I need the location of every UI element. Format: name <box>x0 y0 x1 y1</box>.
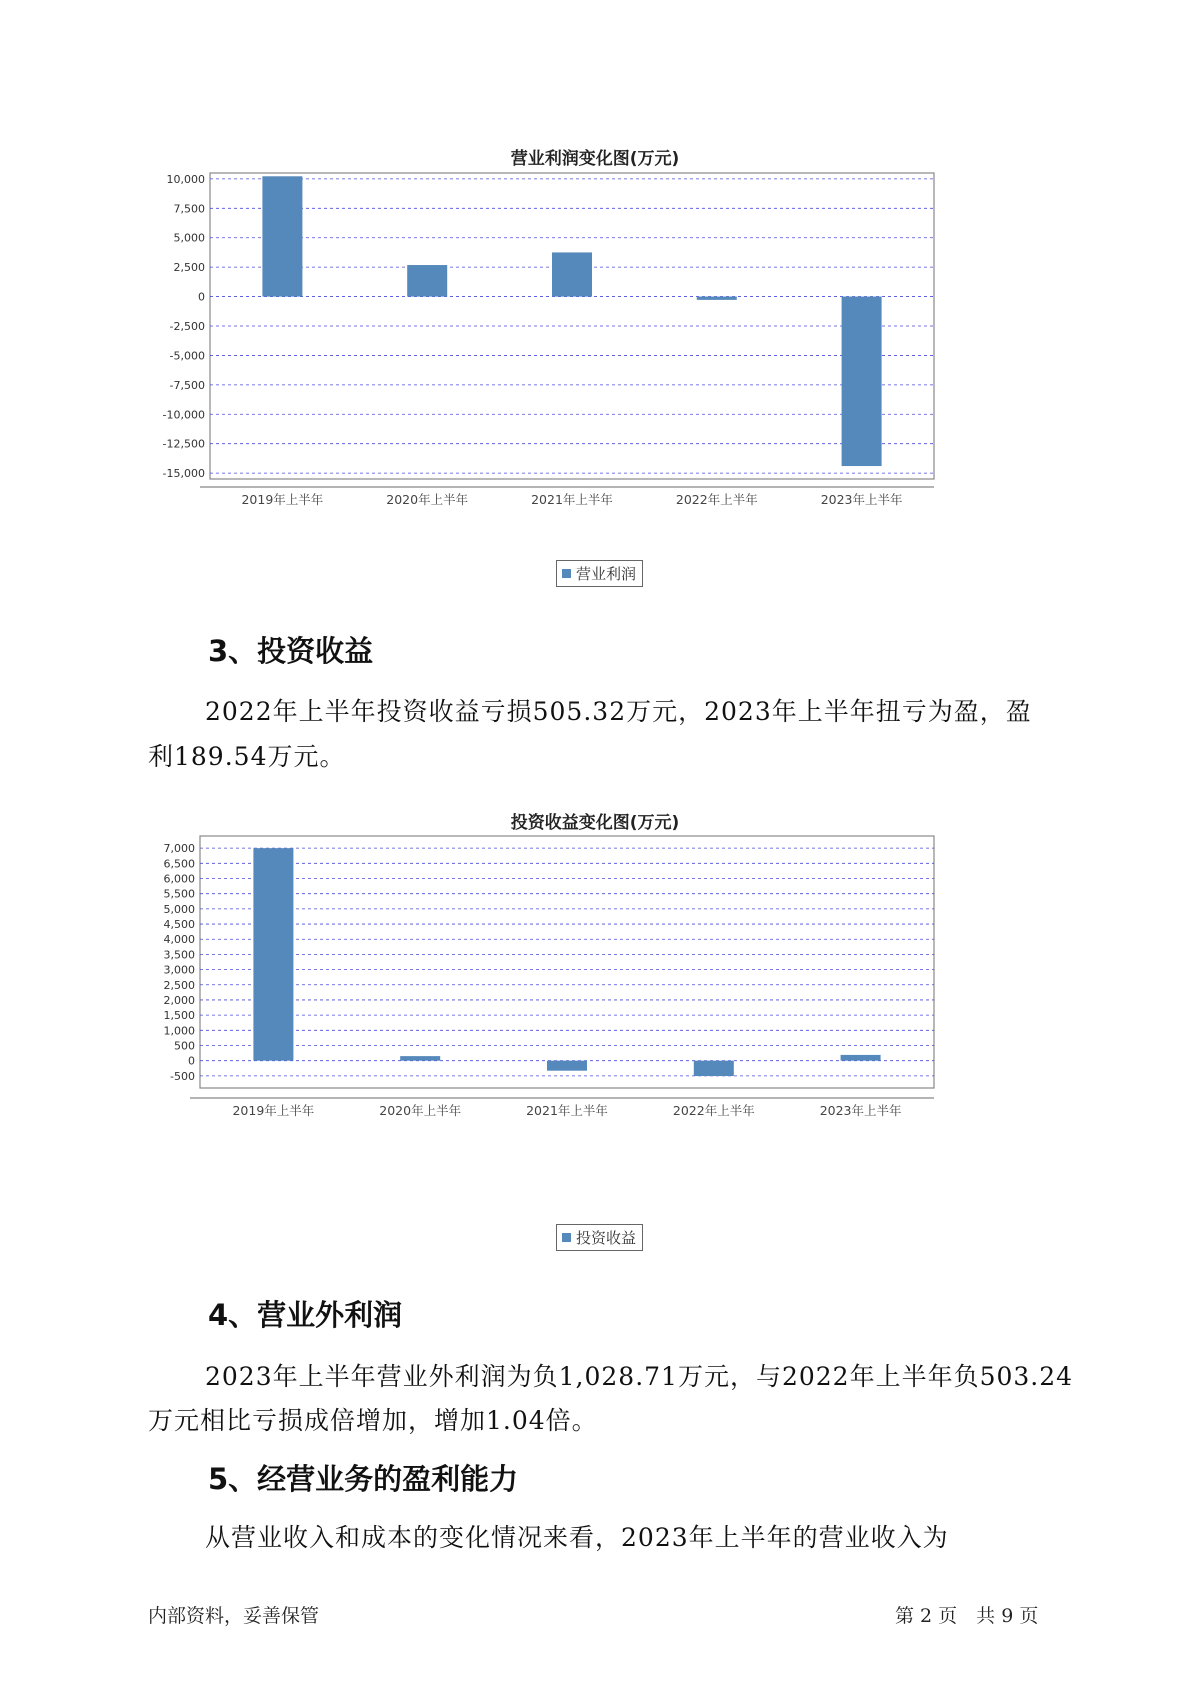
chart2-legend-swatch <box>562 1233 571 1242</box>
chart1-ytick-label: -15,000 <box>162 467 205 481</box>
section-4-line-1: 2023年上半年营业外利润为负1,028.71万元，与2022年上半年负503.24 <box>205 1362 1074 1391</box>
section-heading-3: 3、投资收益 <box>208 634 374 668</box>
chart2-xtick-label: 2021年上半年 <box>526 1103 608 1118</box>
chart2-bar <box>400 1056 440 1061</box>
chart1-legend <box>556 560 643 587</box>
chart1-ytick-label: 2,500 <box>173 261 205 275</box>
chart2-ytick-label: 1,500 <box>163 1009 195 1023</box>
section-5-line-1: 从营业收入和成本的变化情况来看，2023年上半年的营业收入为 <box>205 1523 949 1552</box>
chart2-title: 投资收益变化图(万元) <box>510 813 680 833</box>
chart1-ytick-label: -5,000 <box>169 349 205 363</box>
chart2-ytick-label: 4,000 <box>163 933 195 947</box>
chart1-ytick-label: 0 <box>198 290 205 304</box>
section-heading-5: 5、经营业务的盈利能力 <box>208 1462 519 1496</box>
chart2-bar <box>547 1061 587 1071</box>
chart2-plot <box>150 834 1030 1194</box>
chart2-ytick-label: 3,000 <box>163 963 195 977</box>
chart1-xtick-label: 2023年上半年 <box>820 492 903 507</box>
section-3-line-2: 利189.54万元。 <box>148 742 346 771</box>
chart2-bar <box>841 1055 881 1061</box>
chart1-xtick-label: 2022年上半年 <box>675 492 758 507</box>
chart1-bar <box>842 297 882 466</box>
chart1-ytick-label: -2,500 <box>169 320 205 333</box>
chart1-bar <box>262 176 302 296</box>
chart1-plot <box>150 168 1030 528</box>
chart2-xtick-label: 2023年上半年 <box>819 1103 902 1118</box>
chart2-bar <box>694 1061 734 1076</box>
chart1-ytick-label: 5,000 <box>173 231 205 245</box>
chart2-legend-label: 投资收益 <box>576 1229 637 1247</box>
chart2-legend <box>556 1224 643 1251</box>
section-3-line-1: 2022年上半年投资收益亏损505.32万元，2023年上半年扭亏为盈，盈 <box>205 697 1032 726</box>
chart2-xtick-label: 2020年上半年 <box>379 1103 462 1118</box>
chart2-xtick-label: 2019年上半年 <box>232 1103 315 1118</box>
chart2-ytick-label: 5,000 <box>163 902 195 916</box>
chart2-ytick-label: 4,500 <box>163 918 195 932</box>
chart2-ytick-label: 7,000 <box>163 842 195 856</box>
chart2-ytick-label: -500 <box>170 1069 195 1083</box>
chart2-xtick-label: 2022年上半年 <box>672 1103 755 1118</box>
chart1-legend-label: 营业利润 <box>576 565 637 583</box>
chart1-ytick-label: -12,500 <box>162 437 205 451</box>
chart2-ytick-label: 500 <box>174 1039 195 1053</box>
chart2-bar <box>253 848 293 1061</box>
chart1-bar <box>552 252 592 296</box>
chart1-bar <box>697 297 737 300</box>
chart2-ytick-label: 1,000 <box>163 1024 195 1038</box>
chart1-legend-swatch <box>562 569 571 578</box>
footer-left: 内部资料，妥善保管 <box>148 1605 320 1627</box>
chart1-xtick-label: 2019年上半年 <box>241 492 324 507</box>
chart1-bar <box>407 265 447 297</box>
section-heading-4: 4、营业外利润 <box>208 1298 403 1332</box>
chart1-xtick-label: 2021年上半年 <box>531 492 613 507</box>
chart1-ytick-label: 7,500 <box>173 202 205 216</box>
footer-right: 第 2 页 共 9 页 <box>895 1605 1039 1627</box>
chart2-ytick-label: 5,500 <box>163 887 195 901</box>
chart2-ytick-label: 2,500 <box>163 978 195 992</box>
chart2-plot-frame <box>200 836 934 1088</box>
chart2-ytick-label: 6,500 <box>163 857 195 871</box>
chart1-ytick-label: 10,000 <box>166 172 205 186</box>
chart1-title: 营业利润变化图(万元) <box>510 149 680 169</box>
chart2-ytick-label: 0 <box>188 1054 195 1068</box>
chart2-ytick-label: 6,000 <box>163 872 195 886</box>
chart1-ytick-label: -10,000 <box>162 408 205 422</box>
section-4-line-2: 万元相比亏损成倍增加，增加1.04倍。 <box>148 1406 598 1435</box>
chart2-ytick-label: 2,000 <box>163 993 195 1007</box>
chart1-ytick-label: -7,500 <box>169 378 205 392</box>
chart2-ytick-label: 3,500 <box>163 948 195 962</box>
chart1-xtick-label: 2020年上半年 <box>386 492 469 507</box>
